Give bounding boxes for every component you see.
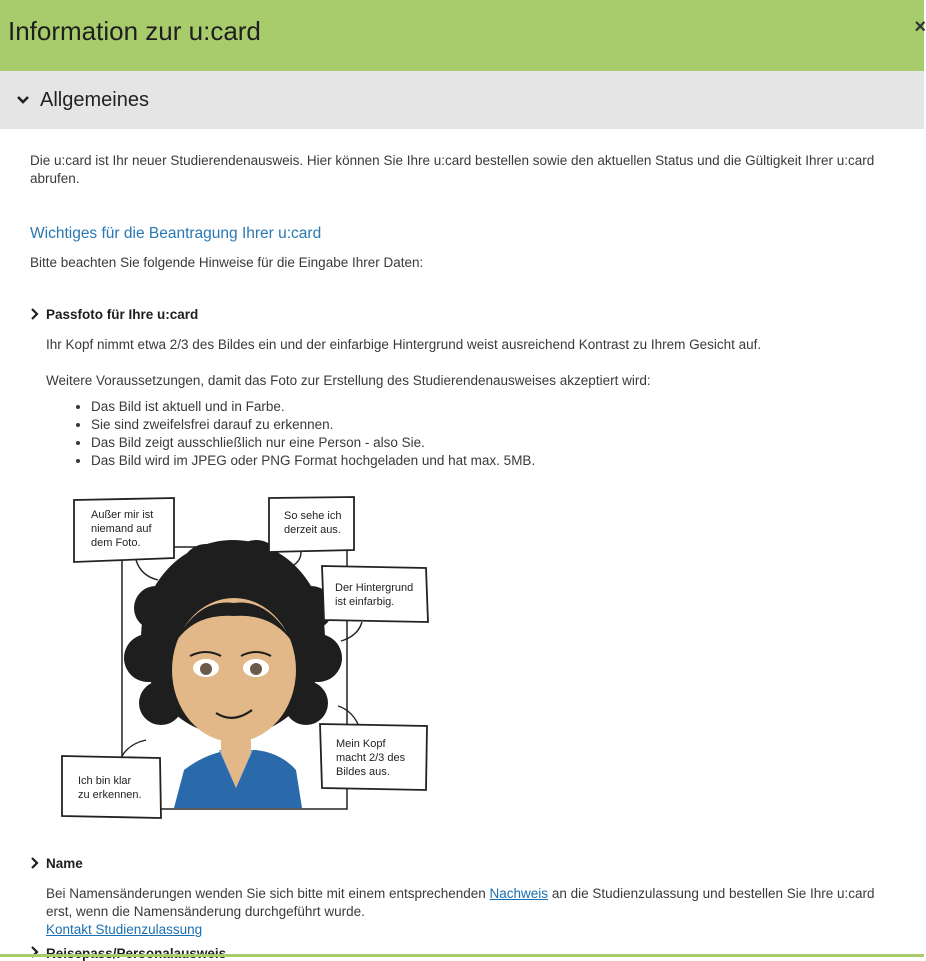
bubble-text: ist einfarbig. xyxy=(335,596,395,608)
bubble-text: Bildes aus. xyxy=(336,766,390,778)
bubble-text: So sehe ich xyxy=(284,510,342,522)
bubble-text: Ich bin klar xyxy=(78,775,132,787)
intro-text-block xyxy=(30,152,890,188)
bubble-text: Mein Kopf xyxy=(336,738,386,750)
list-item: • Das Bild zeigt ausschließlich nur eine Person - also Sie. xyxy=(91,434,535,452)
chevron-right-icon xyxy=(30,307,42,322)
kontakt-studienzulassung-link[interactable]: Kontakt Studienzulassung xyxy=(46,922,203,937)
intro-text: Die u:card ist Ihr neuer Studierendenausweis. Hier können Sie Ihre u:card bestellen sowie den aktuellen Status und die Gültigkeit Ihrer u:card abrufen. xyxy=(30,153,875,186)
subheading: Wichtiges für die Beantragung Ihrer u:card xyxy=(30,225,322,242)
name-text-after: an die Studienzulassung und bestellen Sie Ihre u:card erst, wenn die Namensänderung durchgeführt wurde. xyxy=(46,886,875,919)
bubble-text: dem Foto. xyxy=(91,537,141,549)
name-text xyxy=(46,885,896,939)
bubble-text: derzeit aus. xyxy=(284,524,341,536)
accordion-reisepass[interactable] xyxy=(30,946,226,954)
list-item: • Das Bild ist aktuell und in Farbe. xyxy=(91,398,535,416)
bubble-text: Außer mir ist xyxy=(91,509,154,521)
passport-photo-illustration xyxy=(56,488,436,823)
chevron-down-icon xyxy=(16,95,30,105)
accordion-title: Passfoto für Ihre u:card xyxy=(46,307,199,322)
bubble-text: Der Hintergrund xyxy=(335,582,414,594)
section-label: Allgemeines xyxy=(40,89,149,111)
section-header-allgemeines[interactable] xyxy=(0,71,924,129)
accordion-title: Name xyxy=(46,856,83,871)
requirements-list xyxy=(46,398,535,470)
bubble-text: macht 2/3 des xyxy=(336,752,406,764)
list-item: • Sie sind zweifelsfrei darauf zu erkennen. xyxy=(91,416,535,434)
name-text-before: Bei Namensänderungen wenden Sie sich bitte mit einem entsprechenden xyxy=(46,886,490,901)
chevron-right-icon xyxy=(30,856,42,871)
dialog-title: Information zur u:card xyxy=(8,16,261,46)
passfoto-text: Ihr Kopf nimmt etwa 2/3 des Bildes ein und der einfarbige Hintergrund weist ausreichend Kontrast zu Ihrem Gesicht auf. xyxy=(46,337,762,352)
list-item: • Das Bild wird im JPEG oder PNG Format hochgeladen und hat max. 5MB. xyxy=(91,452,535,470)
dialog-header xyxy=(0,0,924,71)
bottom-border xyxy=(0,954,924,957)
passfoto-requirements-intro: Weitere Voraussetzungen, damit das Foto zur Erstellung des Studierendenausweises akzeptiert wird: xyxy=(46,373,651,388)
bubble-text: zu erkennen. xyxy=(78,789,142,801)
accordion-name[interactable] xyxy=(30,856,83,871)
bubble-text: niemand auf xyxy=(91,523,152,535)
accordion-passfoto[interactable] xyxy=(30,307,198,322)
hint-text: Bitte beachten Sie folgende Hinweise für die Eingabe Ihrer Daten: xyxy=(30,255,424,270)
close-icon[interactable]: × xyxy=(914,16,926,38)
nachweis-link[interactable]: Nachweis xyxy=(489,886,549,901)
